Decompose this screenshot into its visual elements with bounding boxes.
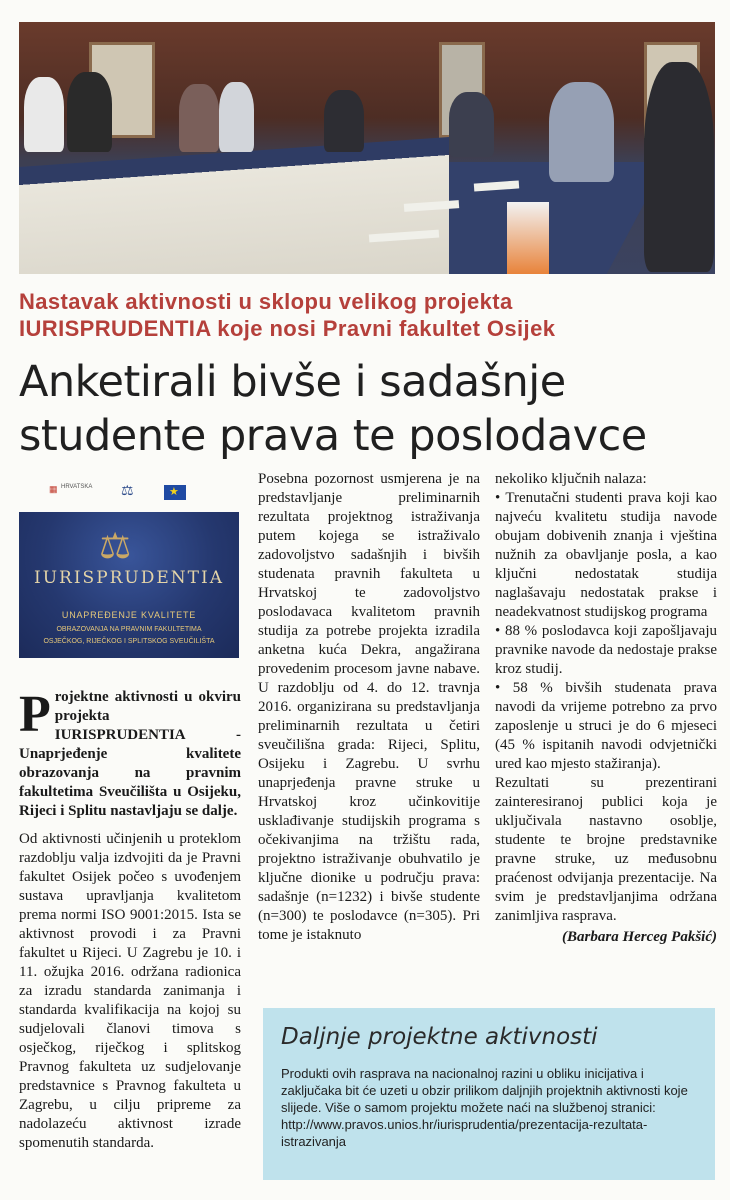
drop-cap: P (19, 686, 51, 743)
sponsor-logos (19, 480, 241, 510)
headline-line: studente prava te poslodavce (19, 411, 647, 461)
person-figure (179, 84, 219, 152)
article-headline (19, 355, 719, 463)
person-figure (644, 62, 714, 272)
logo-text: HRVATSKA (61, 484, 93, 490)
banner-line: OSJEČKOG, RIJEČKOG I SPLITSKOG SVEUČILIŠTA (43, 638, 215, 645)
article-column-2 (258, 470, 480, 945)
paragraph: Od aktivnosti učinjenih u proteklom razdoblju valja izdvojiti da je Pravni fakultet Osijek počeo s uvođenjem sustava upravljanja kvalitetom prema normi ISO 9001:2015. Ista se aktivnost provodi i za Pravni fakultet u Rijeci. U Zagrebu je 10. i 11. ožujka 2016. održana radionica za izradu standarda zanimanja i standarda kvalifikacija na kojoj su sudjelovali članovi timova s osječkog, riječkog i splitskog Pravnog fakulteta uz sudjelovanje predstavnice s Pravnog fakulteta u Zagrebu, u cilju pripreme za nadolazeću aktivnost izrade spomenutih standarda. (19, 831, 241, 1151)
bullet-item: • 88 % poslodavca koji zapošljavaju pravnike navode da nedostaje prakse kroz studij. (495, 623, 717, 677)
paragraph: Posebna pozornost usmjerena je na predstavljanje preliminarnih rezultata projektnog istraživanja putem kojega se istraživalo zadovoljstvo sadašnjih i bivših studenata pravnih fakulteta u Hrvatskoj te zadovoljstvo poslodavaca kvalitetom pravnih studija za potrebe projekta izradila anketna kuća Dekra, angažirana provedenim procesom javne nabave. U razdoblju od 4. do 12. travnja 2016. organizirana su predstavljanja preliminarnih rezultata u četiri sveučilišna grada: Rijeci, Splitu, Osijeku i Zagrebu. U svrhu unaprjeđenja pravne struke u Hrvatskoj kroz učinkovitije usklađivanje studijskih programa s očekivanjima na tržištu rada, projektno istraživanje obuhvatilo je ključne dionike u području prava: sadašnje (n=1232) i bivše studente (n=300) te poslodavce (n=305). Pri tome je istaknuto (258, 471, 480, 943)
author-byline: (Barbara Herceg Pakšić) (562, 929, 717, 945)
scales-icon: ⚖ (99, 526, 132, 567)
article-lead (19, 688, 241, 821)
bullet-item: • Trenutačni studenti prava koji kao najveću kvalitetu studija navode obujam dobivenih znanja i vještina nužnih za obavljanje posla, a kao ključni nedostatak studija naglašavaju nedostatak prakse i neadekvatnost studijskog programa (495, 490, 717, 620)
article-column-3 (495, 470, 717, 947)
lead-text: rojektne aktivnosti u okviru projekta IURISPRUDENTIA - Unaprjeđenje kvalitete obrazovanja na pravnim fakultetima Sveučilišta u Osijeku, Rijeci i Splitu nastavljaju se dalje. (19, 689, 241, 819)
info-box-title: Daljnje projektne aktivnosti (281, 1024, 598, 1050)
person-figure (24, 77, 64, 152)
juice-carton (507, 202, 549, 274)
info-box (263, 1008, 715, 1180)
croatia-logo-icon: ▦ (49, 484, 58, 494)
meeting-photo (19, 22, 715, 274)
info-box-text: Produkti ovih rasprava na nacionalnoj razini u obliku inicijativa i zaključaka bit će uzeti u obzir prilikom daljnjih projektnih aktivnosti koje slijede. Više o samom projektu možete naći na službenoj stranici: (281, 1066, 688, 1115)
bullet-item: • 58 % bivših studenata prava navodi da vrijeme potrebno za prvo zaposlenje u struci je do 6 mjeseci (45 % ispitanih navodi odvjetnički ured kao mjesto stažiranja). (495, 680, 717, 772)
paragraph: Rezultati su prezentirani zainteresiranoj publici koja je uključivala nastavno osoblje, studente te brojne predstavnike pravne struke, uz međusobnu praćenost odvijanja prezentacije. Na svim je predstavljanjima održana zanimljiva rasprava. (495, 775, 717, 924)
banner-line: UNAPREĐENJE KVALITETE (61, 610, 197, 620)
person-figure (449, 92, 494, 157)
info-box-body (281, 1065, 706, 1150)
kicker-line: IURISPRUDENTIA koje nosi Pravni fakultet Osijek (19, 316, 556, 341)
paragraph: nekoliko ključnih nalaza: (495, 471, 647, 487)
table-shape (19, 137, 449, 274)
article-kicker (19, 288, 715, 342)
person-figure (549, 82, 614, 182)
headline-line: Anketirali bivše i sadašnje (19, 357, 566, 407)
project-banner (19, 512, 239, 658)
kicker-line: Nastavak aktivnosti u sklopu velikog projekta (19, 289, 513, 314)
banner-line: OBRAZOVANJA NA PRAVNIM FAKULTETIMA (56, 626, 202, 633)
person-figure (219, 82, 254, 152)
emblem-icon: ⚖ (121, 482, 134, 498)
banner-brand: IURISPRUDENTIA (33, 568, 224, 588)
article-column-1 (19, 830, 241, 1153)
person-figure (324, 90, 364, 152)
person-figure (67, 72, 112, 152)
eu-flag-icon (164, 485, 186, 500)
project-url-link[interactable]: http://www.pravos.unios.hr/iurisprudentia/prezentacija-rezultata-istrazivanja (281, 1117, 648, 1149)
